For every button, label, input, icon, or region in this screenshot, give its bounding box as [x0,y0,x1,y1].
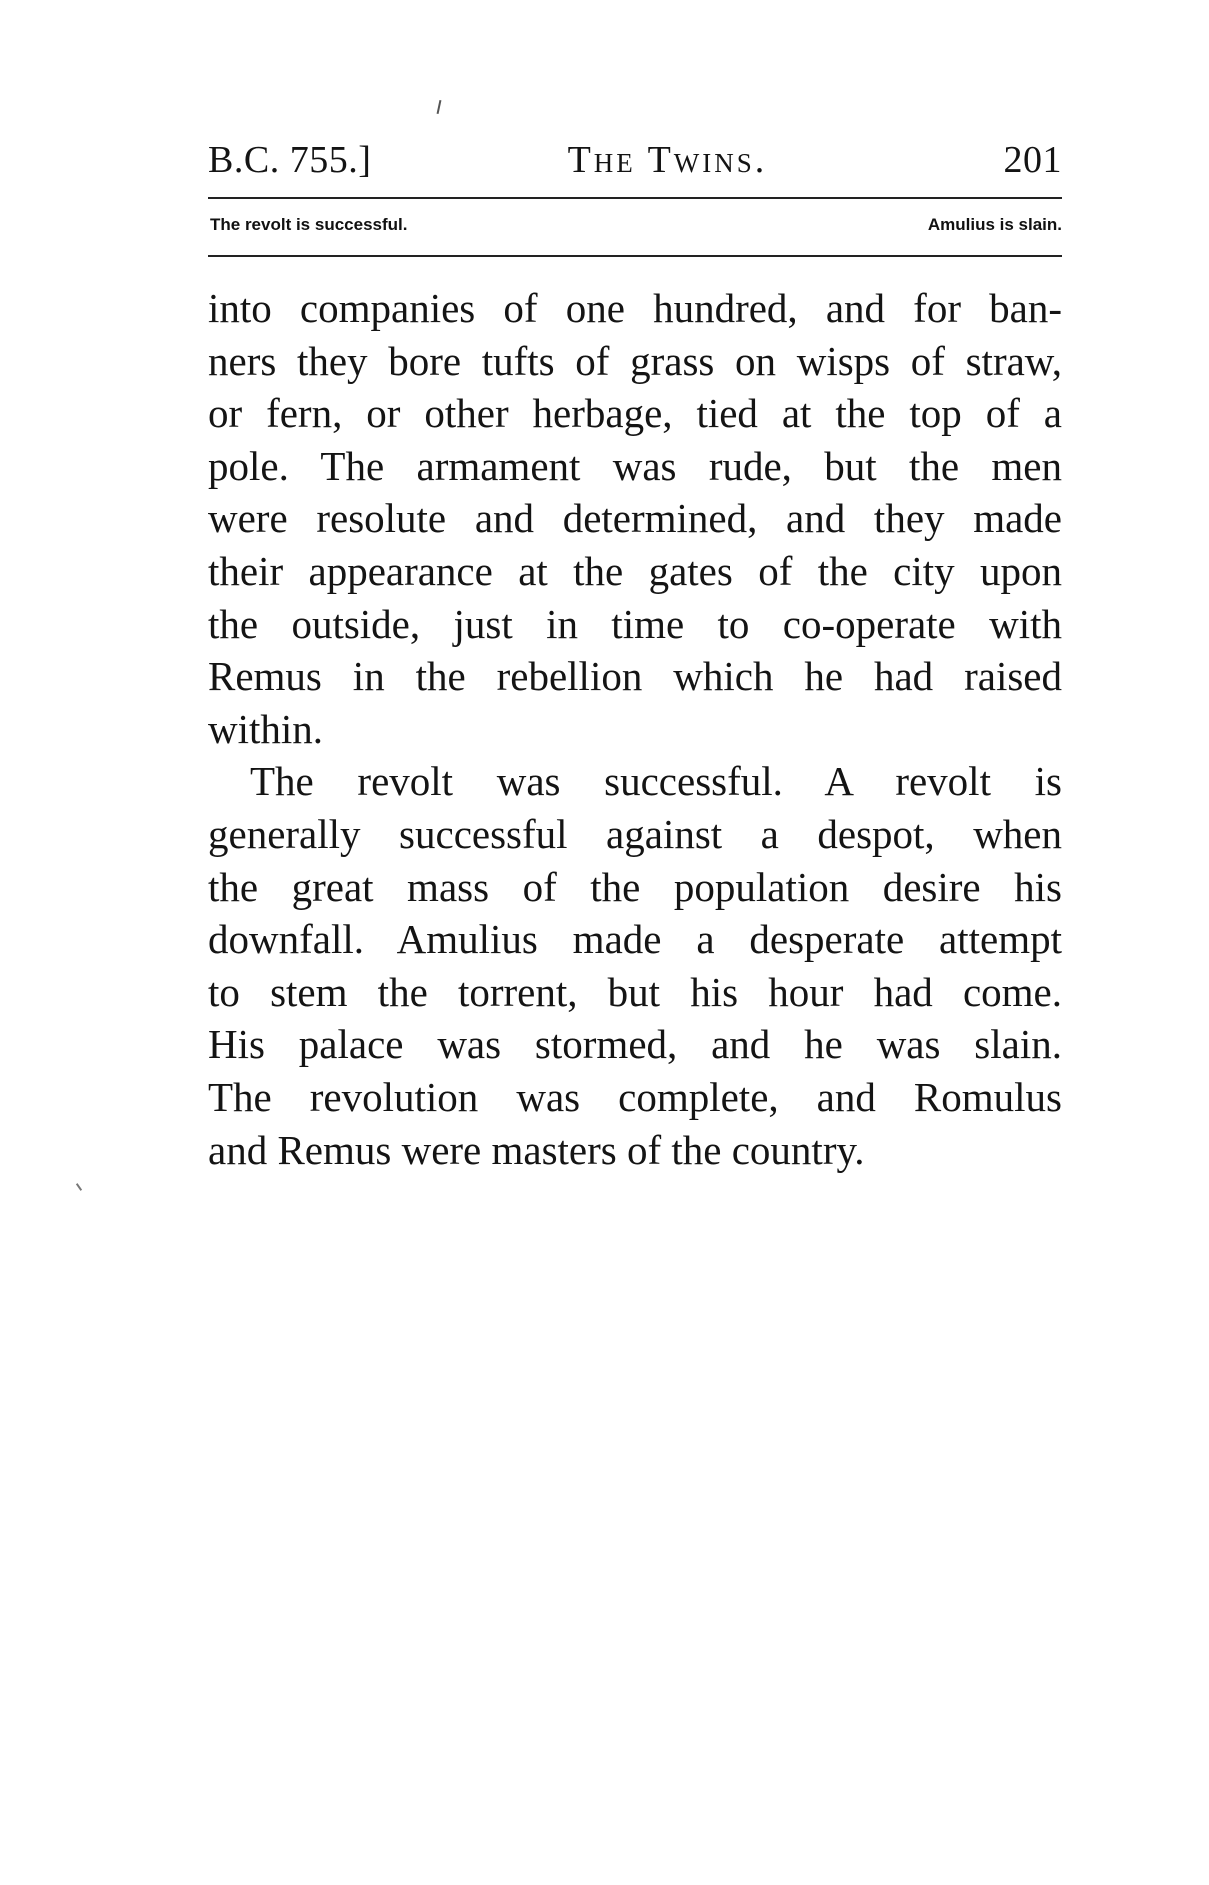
text-line: The revolt was successful. A revolt is [250,758,1062,805]
text-line: Remus in the rebellion which he had raised [208,653,1062,700]
text-line: downfall. Amulius made a desperate attempt [208,916,1062,963]
page-number: 201 [1003,139,1062,181]
side-note-right: Amulius is slain. [927,215,1062,234]
paragraph [208,282,1062,755]
text-line: the great mass of the population desire his [208,863,1062,910]
stray-mark [76,1183,82,1191]
running-head [208,138,1062,190]
stray-mark [437,100,442,114]
text-line: ners they bore tufts of grass on wisps of straw, [208,337,1062,384]
header-title: The Twins. [567,139,768,181]
text-line: were resolute and determined, and they made [208,495,1062,542]
text-line: within. [208,705,324,752]
text-line: and Remus were masters of the country. [208,1126,865,1173]
body-text [208,282,1062,1176]
text-line: to stem the torrent, but his hour had come. [208,968,1062,1015]
text-line: The revolution was complete, and Romulus [208,1073,1062,1120]
side-note-rule [208,255,1062,257]
text-line: generally successful against a despot, when [208,810,1062,857]
paragraph [208,755,1062,1176]
text-line: His palace was stormed, and he was slain. [208,1021,1062,1068]
side-note-left: The revolt is successful. [210,215,408,234]
text-line: pole. The armament was rude, but the men [208,442,1062,489]
text-line: into companies of one hundred, and for ban- [208,285,1062,331]
text-line: or fern, or other herbage, tied at the top of a [208,390,1062,437]
header-rule [208,197,1062,199]
text-line: their appearance at the gates of the city upon [208,547,1062,594]
text-line: the outside, just in time to co-operate with [208,600,1062,647]
side-notes [210,215,1062,235]
header-date: B.C. 755.] [208,139,372,181]
